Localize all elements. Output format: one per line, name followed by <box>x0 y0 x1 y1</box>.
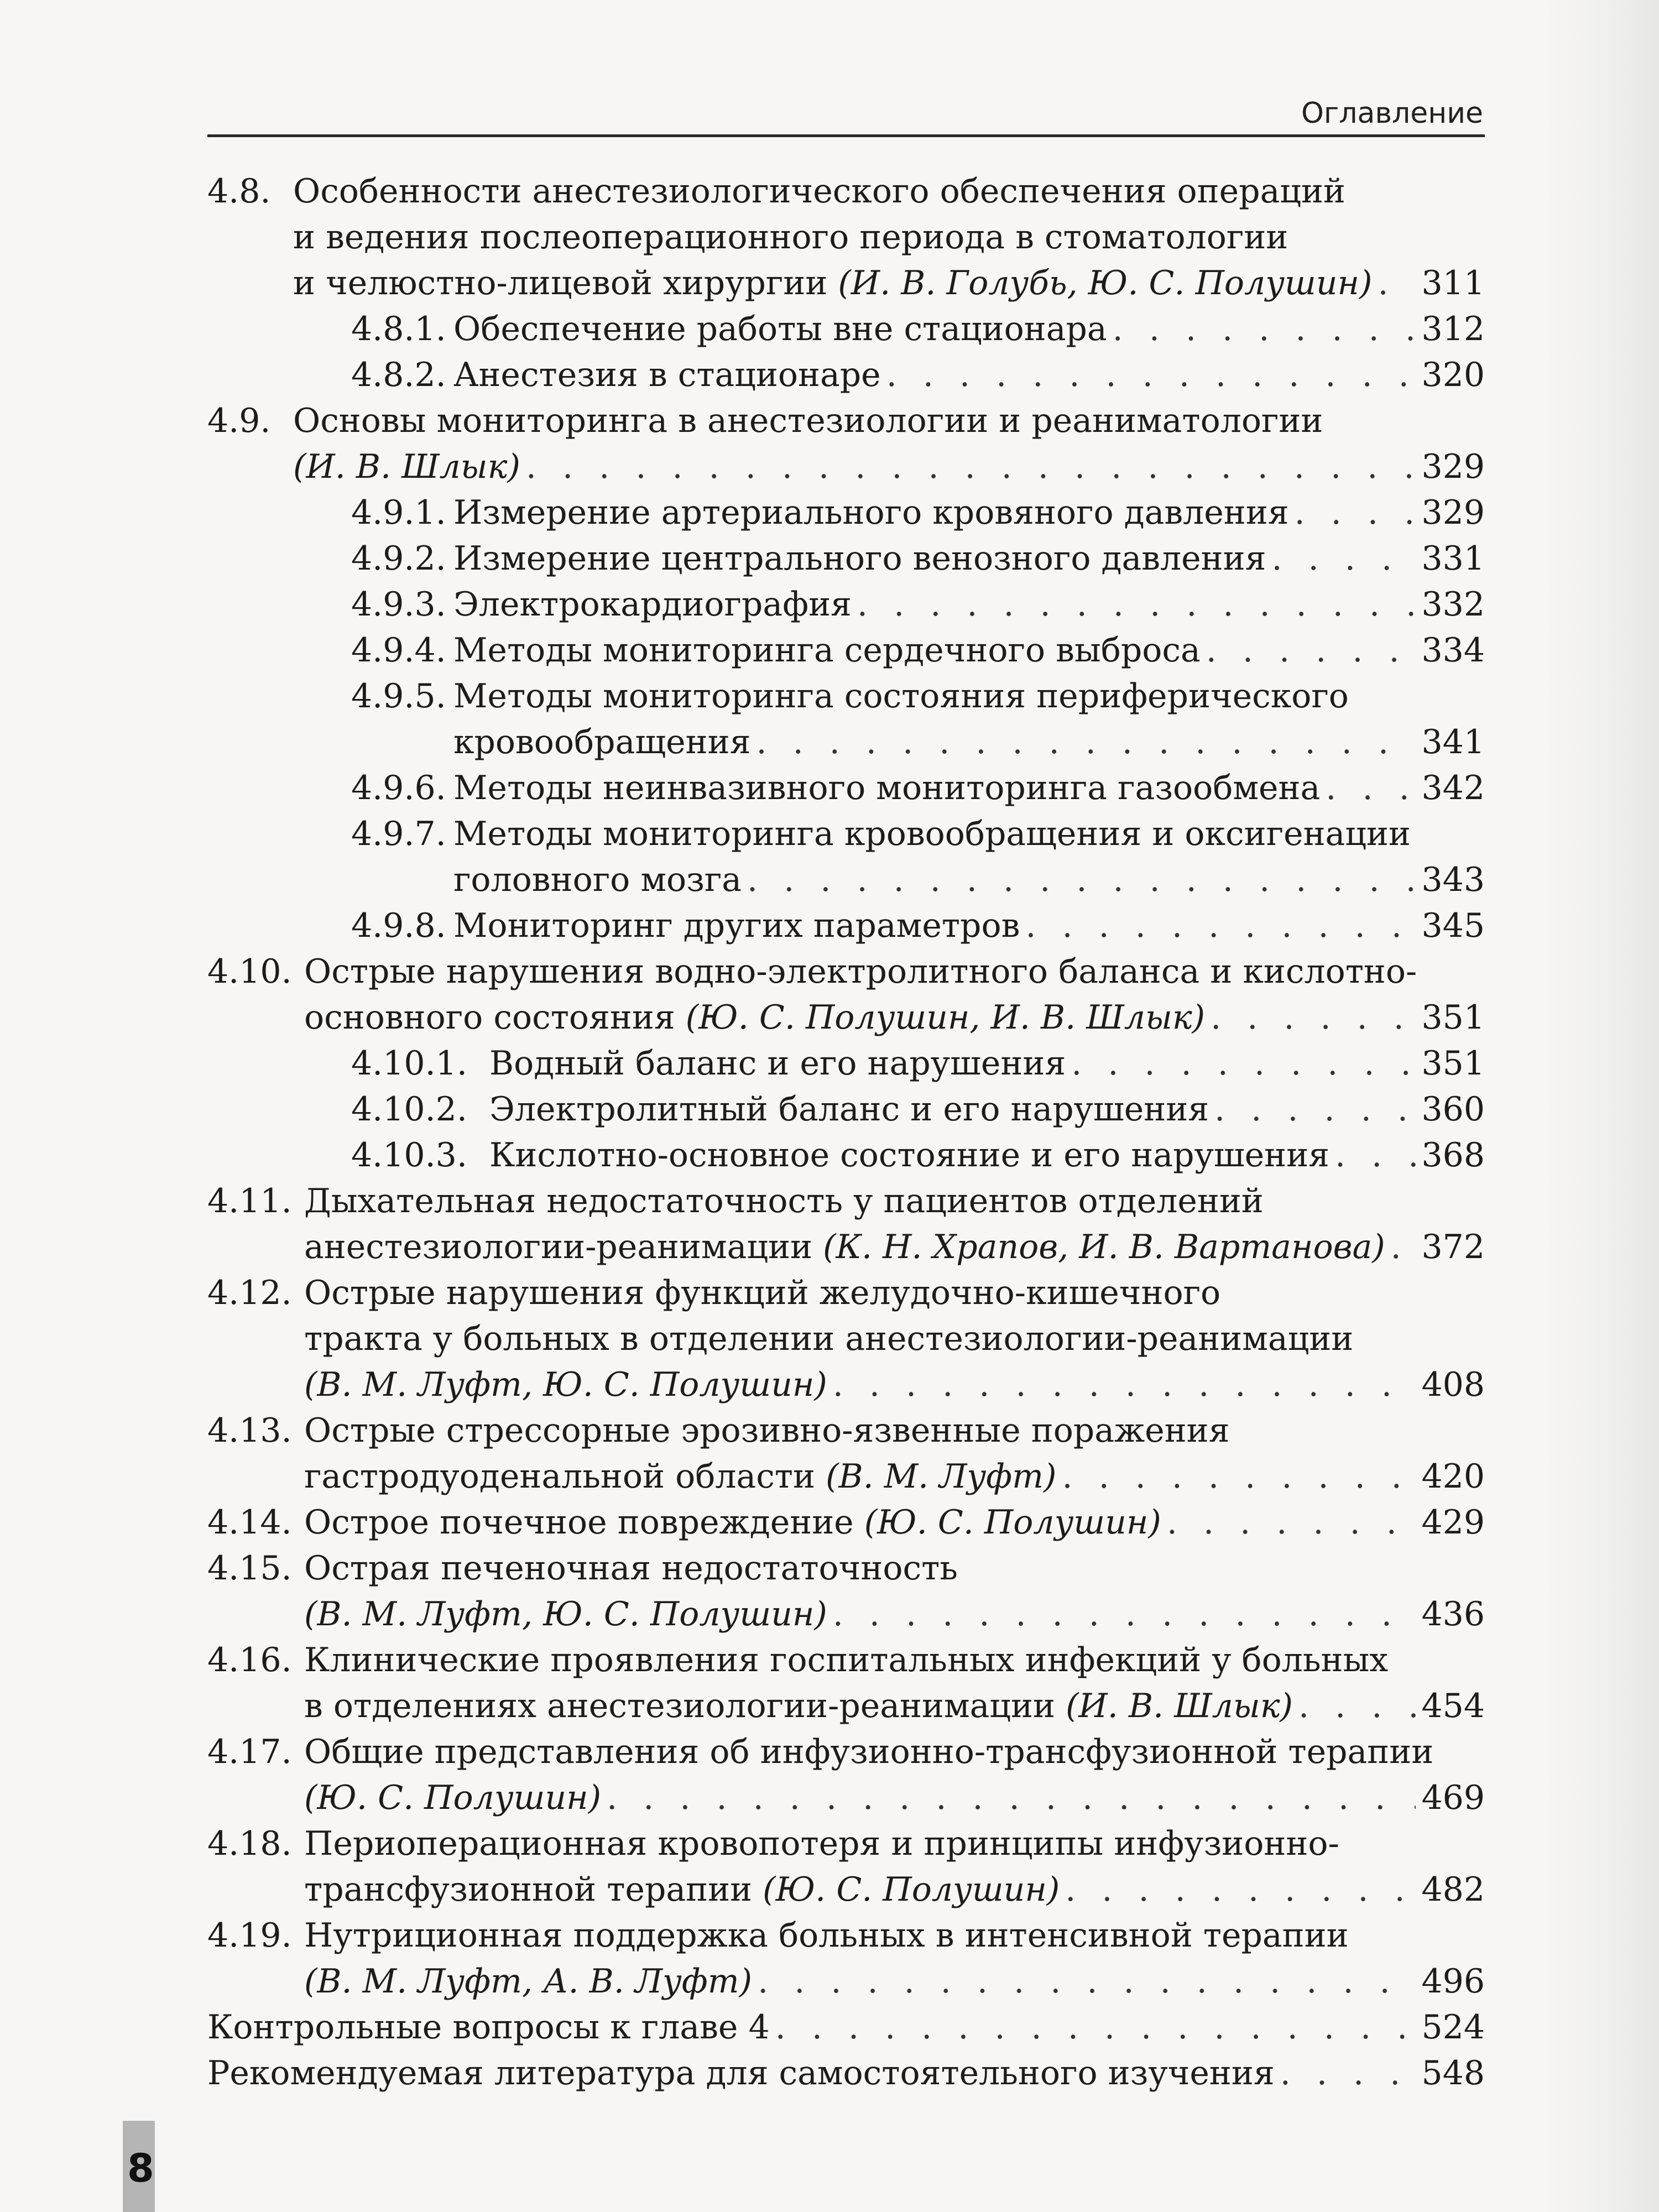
entry-title-tail: основного состояния <box>304 998 686 1037</box>
entry-title-tail: Измерение артериального кровяного давления <box>453 493 1289 532</box>
entry-number: 4.10.2. <box>351 1090 467 1129</box>
entry-number: 4.12. <box>207 1274 292 1312</box>
entry-title-text <box>304 1362 827 1408</box>
toc-subentry[interactable] <box>207 490 1485 536</box>
toc-subentry[interactable] <box>207 306 1485 352</box>
entry-title-text <box>489 1087 1209 1133</box>
entry-authors: (Ю. С. Полушин, И. В. Шлык) <box>685 998 1206 1037</box>
entry-page-number: 331 <box>1421 539 1485 578</box>
entry-title-text <box>293 444 520 490</box>
entry-last-line <box>207 1683 1485 1729</box>
dot-leader <box>747 857 1416 903</box>
entry-title-tail: Анестезия в стационаре <box>453 356 881 394</box>
dot-leader <box>1167 1500 1416 1546</box>
entry-title-line: Острые нарушения водно-электролитного баланса и кислотно- <box>304 952 1417 991</box>
entry-title-tail: Электролитный баланс и его нарушения <box>489 1090 1209 1129</box>
entry-last-line <box>207 1775 1485 1821</box>
entry-authors: (В. М. Луфт) <box>826 1457 1057 1496</box>
entry-title-text <box>304 1454 1056 1500</box>
toc-entries <box>207 169 1485 2005</box>
entry-page-number: 329 <box>1421 493 1485 532</box>
toc-entry[interactable] <box>207 949 1485 1041</box>
dot-leader <box>1214 1087 1416 1133</box>
entry-last-line <box>207 1224 1485 1270</box>
toc-entry[interactable] <box>207 1729 1485 1821</box>
dot-leader <box>833 1592 1416 1637</box>
entry-title-text <box>453 536 1266 582</box>
entry-title-line: Общие представления об инфузионно-трансфузионной терапии <box>304 1733 1434 1771</box>
entry-page-number: 351 <box>1421 998 1485 1037</box>
entry-number: 4.8. <box>207 172 271 211</box>
entry-number: 4.10.3. <box>351 1136 467 1175</box>
entry-page-number: 332 <box>1421 585 1485 624</box>
entry-last-line <box>207 1867 1485 1913</box>
entry-title-line: Особенности анестезиологического обеспечения операций <box>293 172 1345 211</box>
entry-page-number: 312 <box>1421 310 1485 348</box>
entry-page-number: 368 <box>1421 1136 1485 1175</box>
entry-last-line <box>207 2051 1485 2096</box>
toc-subentry[interactable] <box>207 1041 1485 1087</box>
entry-title-tail: Мониторинг других параметров <box>453 906 1020 945</box>
entry-page-number: 341 <box>1421 723 1485 761</box>
entry-page-number: 436 <box>1421 1595 1485 1634</box>
entry-title-text <box>453 765 1320 811</box>
toc-tail-entries <box>207 2005 1485 2096</box>
entry-title-tail: Острое почечное повреждение <box>304 1503 864 1542</box>
dot-leader <box>758 1959 1416 2005</box>
dot-leader <box>1025 903 1416 949</box>
entry-page-number: 482 <box>1421 1870 1485 1909</box>
toc-subentry[interactable] <box>207 628 1485 674</box>
toc-subentry[interactable] <box>207 1133 1485 1178</box>
entry-title-text <box>453 352 881 398</box>
entry-authors: (Ю. С. Полушин) <box>763 1870 1060 1909</box>
entry-page-number: 360 <box>1421 1090 1485 1129</box>
toc-entry[interactable] <box>207 1270 1485 1408</box>
entry-number: 4.9.6. <box>351 769 446 807</box>
toc-subentry[interactable] <box>207 582 1485 628</box>
entry-title-text <box>304 1775 601 1821</box>
entry-number: 4.9.3. <box>351 585 446 624</box>
dot-leader <box>857 582 1416 628</box>
entry-number: 4.15. <box>207 1549 292 1588</box>
entry-title-line: Дыхательная недостаточность у пациентов отделений <box>304 1182 1264 1220</box>
toc-entry[interactable] <box>207 1637 1485 1729</box>
entry-title-line: и ведения послеоперационного периода в стоматологии <box>293 218 1288 257</box>
entry-title-tail: Методы неинвазивного мониторинга газообмена <box>453 769 1321 807</box>
entry-number: 4.9.7. <box>351 815 446 853</box>
table-of-contents <box>207 169 1485 2096</box>
entry-number: 4.19. <box>207 1916 292 1955</box>
toc-subentry[interactable] <box>207 536 1485 582</box>
entry-title-text <box>304 1959 752 2005</box>
entry-last-line <box>207 1362 1485 1408</box>
dot-leader <box>1326 765 1416 811</box>
entry-title-text <box>489 1133 1329 1178</box>
entry-page-number: 351 <box>1421 1044 1485 1083</box>
entry-title-tail: в отделениях анестезиологии-реанимации <box>304 1687 1066 1725</box>
entry-authors: (И. В. Голубь, Ю. С. Полушин) <box>838 264 1373 302</box>
entry-title-text <box>453 582 852 628</box>
entry-title-line: тракта у больных в отделении анестезиологии-реанимации <box>304 1319 1354 1358</box>
toc-subentry[interactable] <box>207 903 1485 949</box>
entry-authors: (К. Н. Храпов, И. В. Вартанова) <box>823 1228 1385 1266</box>
entry-authors: (И. В. Шлык) <box>1066 1687 1293 1725</box>
entry-authors: (В. М. Луфт, Ю. С. Полушин) <box>304 1365 827 1404</box>
dot-leader <box>1298 1683 1416 1729</box>
dot-leader <box>526 444 1416 490</box>
toc-entry[interactable] <box>207 1500 1485 1546</box>
entry-title-tail: гастродуоденальной области <box>304 1457 826 1496</box>
entry-authors: (В. М. Луфт, А. В. Луфт) <box>304 1962 753 2001</box>
entry-title-text <box>304 1500 1161 1546</box>
entry-page-number: 342 <box>1421 769 1485 807</box>
entry-title-line: Острая печеночная недостаточность <box>304 1549 958 1588</box>
toc-entry[interactable] <box>207 1408 1485 1500</box>
entry-title-line: Методы мониторинга кровообращения и оксигенации <box>453 815 1411 853</box>
entry-title-tail: трансфузионной терапии <box>304 1870 763 1909</box>
dot-leader <box>833 1362 1416 1408</box>
entry-title-tail: Кислотно-основное состояние и его нарушения <box>489 1136 1330 1175</box>
entry-title-text <box>453 857 742 903</box>
dot-leader <box>1272 536 1416 582</box>
entry-number: 4.9.2. <box>351 539 446 578</box>
entry-title-tail: Измерение центрального венозного давления <box>453 539 1266 578</box>
entry-title-tail: Водный баланс и его нарушения <box>489 1044 1066 1083</box>
entry-last-line <box>207 719 1485 765</box>
entry-number: 4.17. <box>207 1733 292 1771</box>
entry-number: 4.9. <box>207 401 271 440</box>
entry-last-line <box>207 444 1485 490</box>
dot-leader <box>1065 1867 1416 1913</box>
entry-title-text <box>453 903 1020 949</box>
entry-last-line <box>207 857 1485 903</box>
entry-number: 4.16. <box>207 1641 292 1679</box>
entry-title-line: Острые стрессорные эрозивно-язвенные поражения <box>304 1411 1230 1450</box>
entry-title-text <box>453 306 1107 352</box>
entry-title-text: Контрольные вопросы к главе 4 <box>207 2008 770 2047</box>
entry-page-number: 329 <box>1421 447 1485 486</box>
entry-title-text <box>304 1683 1293 1729</box>
entry-title-text: Рекомендуемая литература для самостоятельного изучения <box>207 2054 1275 2093</box>
entry-last-line <box>207 1500 1485 1546</box>
entry-title-tail: анестезиологии-реанимации <box>304 1228 823 1266</box>
entry-title-line: Острые нарушения функций желудочно-кишечного <box>304 1274 1221 1312</box>
entry-number: 4.9.8. <box>351 906 446 945</box>
entry-number: 4.13. <box>207 1411 292 1450</box>
toc-subentry[interactable] <box>207 765 1485 811</box>
dot-leader <box>1391 1224 1416 1270</box>
entry-title-text <box>453 628 1201 674</box>
dot-leader <box>1206 628 1416 674</box>
entry-title-tail: Обеспечение работы вне стационара <box>453 310 1107 348</box>
entry-page-number: 408 <box>1421 1365 1485 1404</box>
entry-title-text <box>453 490 1289 536</box>
entry-title-line: Периоперационная кровопотеря и принципы инфузионно- <box>304 1824 1339 1863</box>
entry-title-tail: и челюстно-лицевой хирургии <box>293 264 838 302</box>
dot-leader <box>1062 1454 1416 1500</box>
page-edge-shadow <box>1543 0 1659 2212</box>
page-number: 8 <box>127 2146 154 2191</box>
entry-page-number: 420 <box>1421 1457 1485 1496</box>
entry-number: 4.14. <box>207 1503 292 1542</box>
entry-number: 4.18. <box>207 1824 292 1863</box>
dot-leader <box>756 719 1416 765</box>
entry-last-line <box>207 260 1485 306</box>
entry-authors: (Ю. С. Полушин) <box>304 1778 602 1817</box>
entry-number: 4.8.1. <box>351 310 446 348</box>
entry-title-text <box>293 260 1372 306</box>
entry-last-line <box>207 2005 1485 2051</box>
toc-subentry[interactable] <box>207 352 1485 398</box>
entry-title-line: Нутриционная поддержка больных в интенсивной терапии <box>304 1916 1349 1955</box>
dot-leader <box>1280 2051 1416 2096</box>
dot-leader <box>775 2005 1416 2051</box>
entry-last-line <box>207 1959 1485 2005</box>
entry-last-line <box>207 1454 1485 1500</box>
entry-title-tail: головного мозга <box>453 860 742 899</box>
entry-number: 4.9.4. <box>351 631 446 670</box>
toc-entry[interactable] <box>207 2051 1485 2096</box>
entry-page-number: 334 <box>1421 631 1485 670</box>
entry-page-number: 454 <box>1421 1687 1485 1725</box>
header-rule <box>207 134 1485 137</box>
dot-leader <box>1071 1041 1416 1087</box>
dot-leader <box>1113 306 1416 352</box>
entry-title-line: Методы мониторинга состояния периферического <box>453 677 1349 716</box>
entry-authors: (Ю. С. Полушин) <box>864 1503 1161 1542</box>
entry-number: 4.9.1. <box>351 493 446 532</box>
running-header: Оглавление <box>1301 97 1483 130</box>
entry-title-line: Клинические проявления госпитальных инфекций у больных <box>304 1641 1389 1679</box>
entry-number: 4.8.2. <box>351 356 446 394</box>
entry-number: 4.10. <box>207 952 292 991</box>
entry-page-number: 320 <box>1421 356 1485 394</box>
toc-entry[interactable] <box>207 169 1485 306</box>
dot-leader <box>1295 490 1416 536</box>
entry-last-line <box>207 995 1485 1041</box>
toc-entry[interactable] <box>207 1178 1485 1270</box>
entry-title-text <box>304 995 1205 1041</box>
dot-leader <box>886 352 1416 398</box>
toc-entry[interactable] <box>207 398 1485 490</box>
toc-subentry[interactable] <box>207 1087 1485 1133</box>
toc-entry[interactable] <box>207 2005 1485 2051</box>
toc-entry[interactable] <box>207 1913 1485 2005</box>
entry-authors: (В. М. Луфт, Ю. С. Полушин) <box>304 1595 827 1634</box>
entry-title-text <box>489 1041 1066 1087</box>
entry-title-text <box>304 1224 1385 1270</box>
dot-leader <box>1335 1133 1416 1178</box>
entry-page-number: 548 <box>1421 2054 1485 2093</box>
dot-leader <box>1378 260 1416 306</box>
entry-number: 4.9.5. <box>351 677 446 716</box>
entry-title-tail: Электрокардиография <box>453 585 852 624</box>
entry-page-number: 311 <box>1421 264 1485 302</box>
entry-page-number: 372 <box>1421 1228 1485 1266</box>
entry-page-number: 496 <box>1421 1962 1485 2001</box>
entry-page-number: 469 <box>1421 1778 1485 1817</box>
entry-authors: (И. В. Шлык) <box>293 447 520 486</box>
entry-number: 4.11. <box>207 1182 292 1220</box>
toc-subentry[interactable] <box>207 811 1485 903</box>
toc-entry[interactable] <box>207 1821 1485 1913</box>
entry-title-tail: Методы мониторинга сердечного выброса <box>453 631 1201 670</box>
entry-last-line <box>207 1592 1485 1637</box>
entry-page-number: 345 <box>1421 906 1485 945</box>
entry-page-number: 343 <box>1421 860 1485 899</box>
dot-leader <box>607 1775 1416 1821</box>
entry-title-text <box>453 719 750 765</box>
entry-title-text <box>304 1592 827 1637</box>
entry-page-number: 429 <box>1421 1503 1485 1542</box>
dot-leader <box>1211 995 1416 1041</box>
entry-title-tail: кровообращения <box>453 723 751 761</box>
entry-page-number: 524 <box>1421 2008 1485 2047</box>
toc-subentry[interactable] <box>207 674 1485 765</box>
entry-title-line: Основы мониторинга в анестезиологии и реаниматологии <box>293 401 1323 440</box>
entry-title-text <box>304 1867 1060 1913</box>
toc-entry[interactable] <box>207 1546 1485 1637</box>
entry-number: 4.10.1. <box>351 1044 467 1083</box>
